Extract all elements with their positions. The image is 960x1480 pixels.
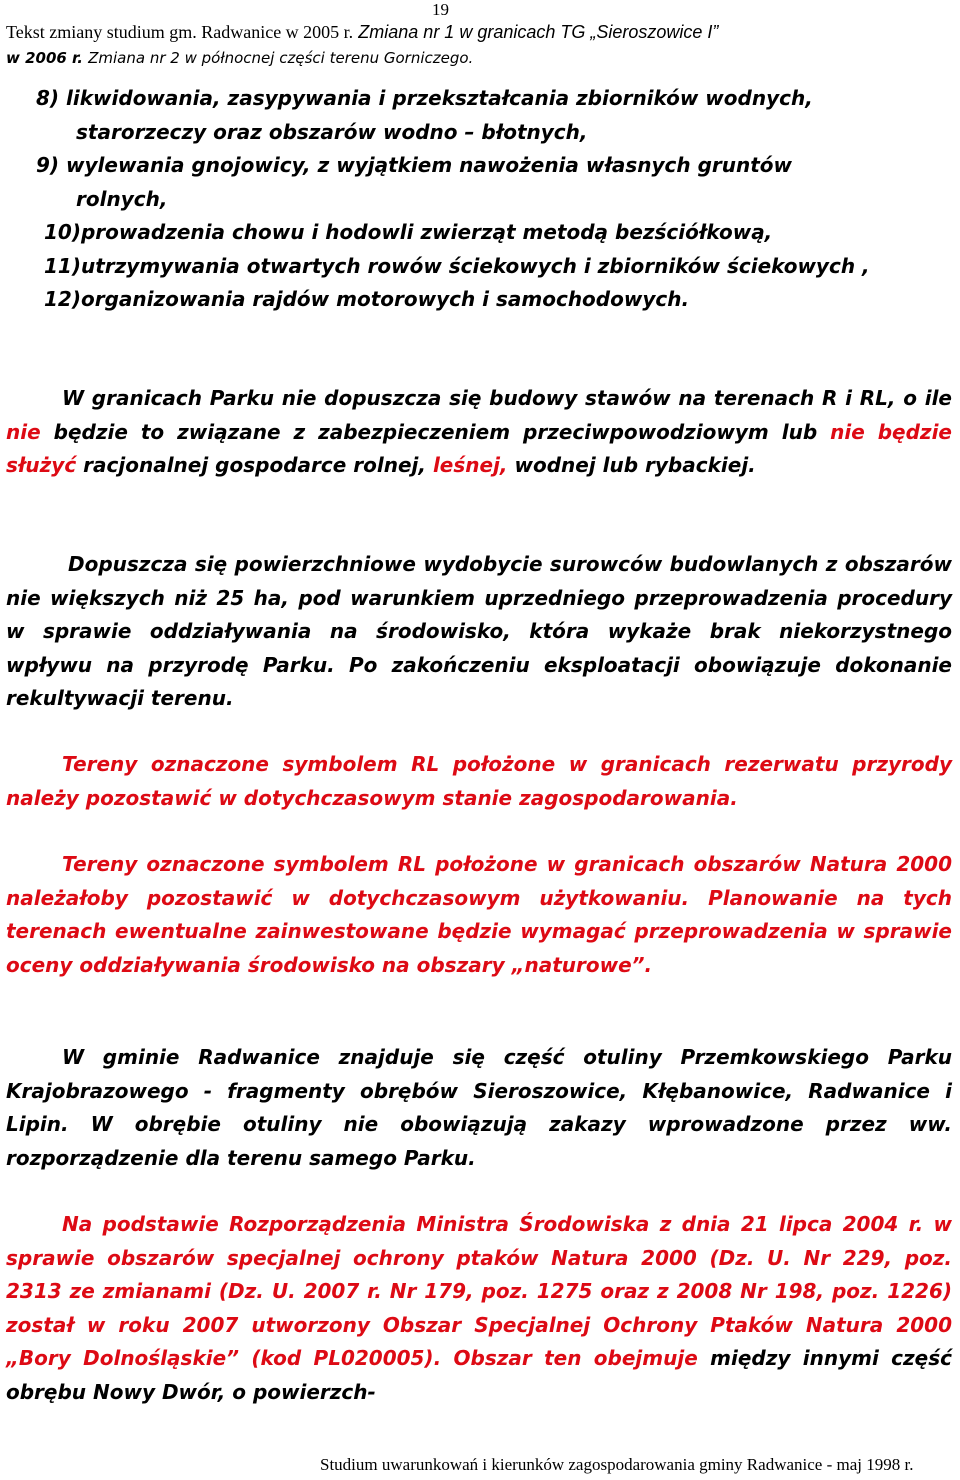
- paragraph-text: wodnej lub rybackiej.: [514, 453, 756, 477]
- paragraph-buffer-zone: [6, 1041, 952, 1175]
- list-item-text: organizowania rajdów motorowych i samochodowych.: [80, 287, 690, 311]
- paragraph-reserve: [6, 748, 952, 815]
- list-item-number: 11): [44, 253, 81, 278]
- list-item: [6, 216, 952, 250]
- list-item: [6, 250, 884, 284]
- paragraph-birds-area: [6, 1208, 952, 1409]
- page-footer: Studium uwarunkowań i kierunków zagospodarowania gminy Radwanice - maj 1998 r.: [320, 1455, 914, 1474]
- list-item: [6, 149, 952, 216]
- list-item-text: likwidowania, zasypywania i przekształcania zbiorników wodnych,: [66, 86, 813, 110]
- list-item-number: 8): [36, 86, 60, 110]
- list-item-continuation: rolnych,: [76, 186, 168, 211]
- paragraph-text: racjonalnej gospodarce rolnej,: [83, 453, 426, 477]
- header-text-2a: w 2006 r.: [6, 49, 84, 67]
- page-number: 19: [432, 0, 449, 19]
- paragraph-text: będzie to związane z zabezpieczeniem przeciwpowodziowym lub: [53, 419, 818, 444]
- header-line-2: [6, 48, 473, 67]
- highlight-text: Na podstawie Rozporządzenia Ministra Środowiska z dnia 21 lipca 2004 r. w sprawie obszarów specjalnej ochrony ptaków Natura 2000 (Dz. U. Nr 229, poz. 2313 ze zmianami (Dz. U. 2007 r. Nr 179, poz. 1275 oraz z 2008 Nr 198, poz. 1226) został w roku 2007 utworzony Obszar Specjalnej Ochrony Ptaków Natura 2000 „Bory Dolnośląskie” (kod PL020005). Obszar ten obejmuje: [6, 1212, 952, 1370]
- list-item-number: 12): [44, 287, 81, 311]
- prohibitions-list: [6, 82, 952, 317]
- header-text-1b: Zmiana nr 1 w granicach TG „Sieroszowice I”: [358, 22, 719, 42]
- paragraph-text: W granicach Parku nie dopuszcza się budowy stawów na terenach R i RL, o ile: [62, 386, 952, 410]
- highlight-text: nie: [6, 419, 41, 444]
- list-item-number: 10): [44, 220, 81, 244]
- paragraph-natura: [6, 848, 952, 982]
- list-item-text: prowadzenia chowu i hodowli zwierząt metodą bezściółkową,: [80, 220, 773, 244]
- paragraph-text: między innymi część obrębu Nowy Dwór, o powierzch-: [6, 1346, 952, 1404]
- highlight-text: leśnej,: [432, 453, 508, 477]
- paragraph-text: Tereny oznaczone symbolem RL położone w granicach obszarów Natura 2000 należałoby pozostawić w dotychczasowym użytkowaniu. Planowanie na tych terenach ewentualne zainwestowane będzie wymagać przeprowadzenia w sprawie oceny oddziaływania środowisko na obszary „naturowe”.: [6, 852, 952, 977]
- header-line-1: [6, 22, 718, 43]
- list-item-text: wylewania gnojowicy, z wyjątkiem nawożenia własnych gruntów: [66, 153, 793, 177]
- header-text-1a: Tekst zmiany studium gm. Radwanice w 2005 r.: [6, 22, 354, 42]
- paragraph-text: W gminie Radwanice znajduje się część otuliny Przemkowskiego Parku Krajobrazowego - fragmenty obrębów Sieroszowice, Kłębanowice, Radwanice i Lipin. W obrębie otuliny nie obowiązują zakazy wprowadzone przez ww. rozporządzenie dla terenu samego Parku.: [6, 1045, 952, 1170]
- list-item: [6, 82, 952, 149]
- list-item-text: utrzymywania otwartych rowów ściekowych i zbiorników ściekowych ,: [80, 253, 870, 278]
- list-item: [6, 283, 952, 317]
- highlight-text: nie będzie służyć: [6, 419, 952, 477]
- paragraph-text: Dopuszcza się powierzchniowe wydobycie surowców budowlanych z obszarów nie większych niż 25 ha, pod warunkiem uprzedniego przeprowadzenia procedury w sprawie oddziaływania na środowisko, która wykaże brak niekorzystnego wpływu na przyrodę Parku. Po zakończeniu eksploatacji obowiązuje dokonanie rekultywacji terenu.: [6, 552, 952, 710]
- list-item-continuation: starorzeczy oraz obszarów wodno – błotnych,: [76, 119, 588, 144]
- paragraph-mining: [6, 548, 952, 716]
- header-text-2b: Zmiana nr 2 w północnej części terenu Gorniczego.: [88, 49, 474, 67]
- list-item-number: 9): [36, 153, 60, 177]
- paragraph-text: Tereny oznaczone symbolem RL położone w granicach rezerwatu przyrody należy pozostawić w dotychczasowym stanie zagospodarowania.: [6, 752, 952, 810]
- paragraph-ponds: [6, 382, 952, 483]
